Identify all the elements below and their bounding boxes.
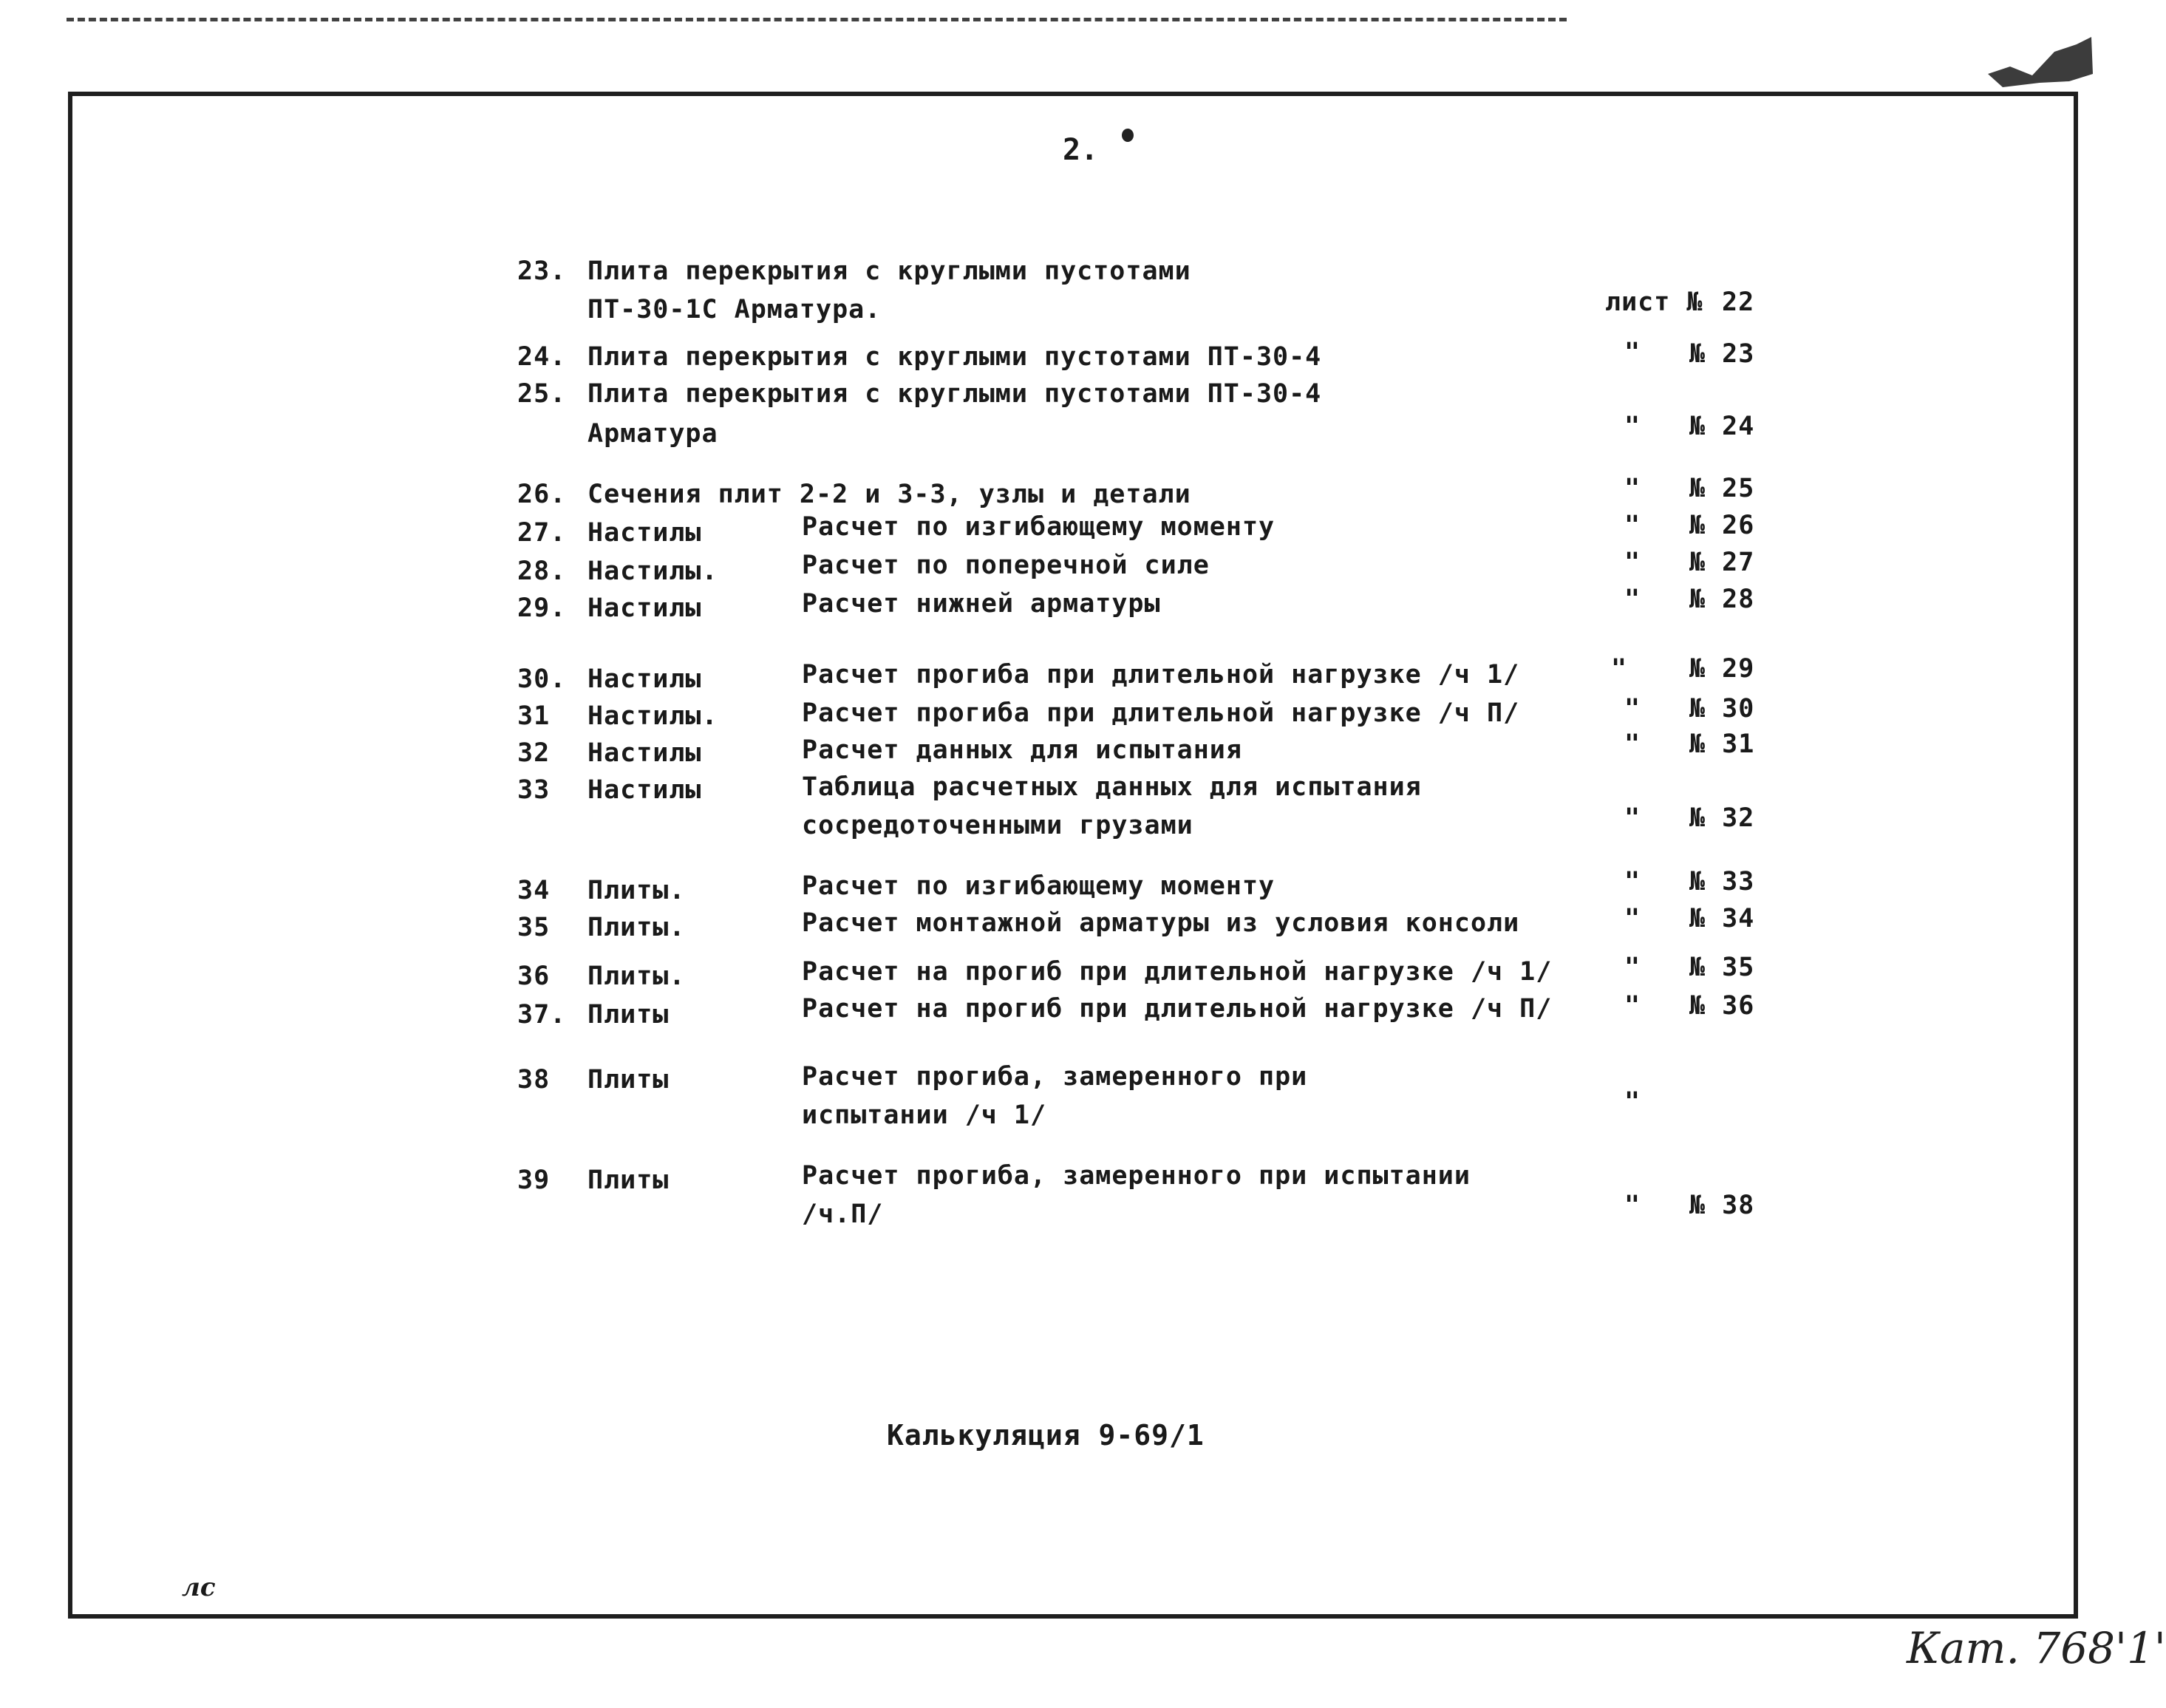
item-description: Расчет на прогиб при длительной нагрузке /ч П/ [802, 994, 1553, 1024]
item-category: Плиты [588, 1166, 670, 1195]
item-category: Плиты. [588, 913, 686, 942]
item-ditto: " [1624, 1087, 1641, 1117]
item-category: Плиты [588, 1000, 670, 1030]
item-description: сосредоточенными грузами [802, 811, 1193, 840]
item-title: Сечения плит 2-2 и 3-3, узлы и детали [588, 480, 1191, 509]
item-sheet: № 25 [1689, 474, 1755, 503]
item-ditto: " [1624, 694, 1641, 724]
item-category: Настилы [588, 775, 702, 805]
document-frame [68, 92, 2078, 1619]
item-sheet: № 30 [1689, 694, 1755, 724]
item-number: 29. [517, 593, 567, 623]
item-title: Плита перекрытия с круглыми пустотами [588, 256, 1191, 286]
item-description: Расчет по изгибающему моменту [802, 871, 1276, 901]
item-number: 30. [517, 664, 567, 694]
item-sheet: № 23 [1689, 339, 1755, 369]
item-description: Расчет прогиба, замеренного при испытании [802, 1161, 1471, 1191]
item-sheet: № 26 [1689, 511, 1755, 540]
item-category: Плиты. [588, 962, 686, 991]
item-sheet: № 33 [1689, 867, 1755, 896]
item-description: Расчет по поперечной силе [802, 551, 1210, 580]
item-category: Настилы. [588, 557, 718, 586]
corner-stamp-mark [1981, 30, 2099, 96]
item-number: 25. [517, 379, 567, 409]
item-sheet: № 24 [1689, 412, 1755, 441]
item-sheet: № 38 [1689, 1191, 1755, 1220]
item-description: /ч.П/ [802, 1200, 884, 1229]
item-ditto: " [1624, 1191, 1641, 1220]
item-number: 36 [517, 962, 551, 991]
item-sheet: 22 [1722, 287, 1755, 317]
item-ditto: " [1624, 338, 1641, 367]
item-ditto: " [1624, 991, 1641, 1021]
item-title: ПТ-30-1С Арматура. [588, 295, 882, 324]
item-sheet: № 27 [1689, 548, 1755, 577]
item-category: Настилы [588, 738, 702, 768]
item-ditto: " [1624, 585, 1641, 614]
item-category: Настилы [588, 593, 702, 623]
item-number: 28. [517, 557, 567, 586]
item-description: Расчет прогиба, замеренного при [802, 1062, 1308, 1092]
item-number: 34 [517, 876, 551, 905]
item-number: 31 [517, 701, 551, 731]
item-ditto: " [1624, 511, 1641, 540]
item-category: Настилы. [588, 701, 718, 731]
item-ditto: " [1624, 474, 1641, 503]
item-ditto: " [1624, 729, 1641, 759]
item-category: Плиты [588, 1065, 670, 1095]
item-description: Расчет прогиба при длительной нагрузке /ч 1/ [802, 660, 1520, 690]
item-ditto: " [1624, 412, 1641, 441]
item-description: Расчет прогиба при длительной нагрузке /ч П/ [802, 698, 1520, 728]
item-title: Арматура [588, 419, 718, 449]
archive-handwritten-note: Кат. 768'1' [1907, 1623, 2166, 1673]
item-category: Настилы [588, 664, 702, 694]
item-title: Плита перекрытия с круглыми пустотами ПТ-30-4 [588, 342, 1322, 372]
item-category: Настилы [588, 518, 702, 548]
sheet-column-header: лист № [1605, 287, 1703, 317]
item-category: Плиты. [588, 876, 686, 905]
footer-title: Калькуляция 9-69/1 [887, 1419, 1205, 1452]
item-ditto: " [1611, 654, 1628, 684]
item-ditto: " [1624, 548, 1641, 577]
top-dashed-rule [67, 18, 1567, 21]
item-description: Расчет по изгибающему моменту [802, 512, 1276, 542]
item-title: Плита перекрытия с круглыми пустотами ПТ-30-4 [588, 379, 1322, 409]
item-description: испытании /ч 1/ [802, 1100, 1047, 1130]
item-number: 38 [517, 1065, 551, 1095]
item-number: 37. [517, 1000, 567, 1030]
item-sheet: № 31 [1689, 729, 1755, 759]
item-number: 23. [517, 256, 567, 286]
item-description: Расчет данных для испытания [802, 735, 1242, 765]
item-description: Расчет на прогиб при длительной нагрузке /ч 1/ [802, 957, 1553, 987]
page-dot-mark [1122, 129, 1134, 142]
item-description: Таблица расчетных данных для испытания [802, 772, 1422, 802]
item-description: Расчет нижней арматуры [802, 589, 1161, 619]
item-ditto: " [1624, 803, 1641, 833]
item-sheet: № 36 [1689, 991, 1755, 1021]
item-sheet: № 35 [1689, 953, 1755, 982]
item-sheet: № 28 [1689, 585, 1755, 614]
item-sheet: № 32 [1689, 803, 1755, 833]
page-number: 2. [1063, 133, 1099, 167]
item-number: 32 [517, 738, 551, 768]
item-ditto: " [1624, 904, 1641, 933]
item-number: 24. [517, 342, 567, 372]
item-number: 33 [517, 775, 551, 805]
item-sheet: № 34 [1689, 904, 1755, 933]
item-ditto: " [1624, 953, 1641, 982]
item-number: 26. [517, 480, 567, 509]
item-ditto: " [1624, 867, 1641, 896]
initials-mark: лс [182, 1573, 216, 1602]
item-number: 27. [517, 518, 567, 548]
item-number: 35 [517, 913, 551, 942]
item-sheet: № 29 [1689, 654, 1755, 684]
item-number: 39 [517, 1166, 551, 1195]
item-description: Расчет монтажной арматуры из условия консоли [802, 908, 1520, 938]
